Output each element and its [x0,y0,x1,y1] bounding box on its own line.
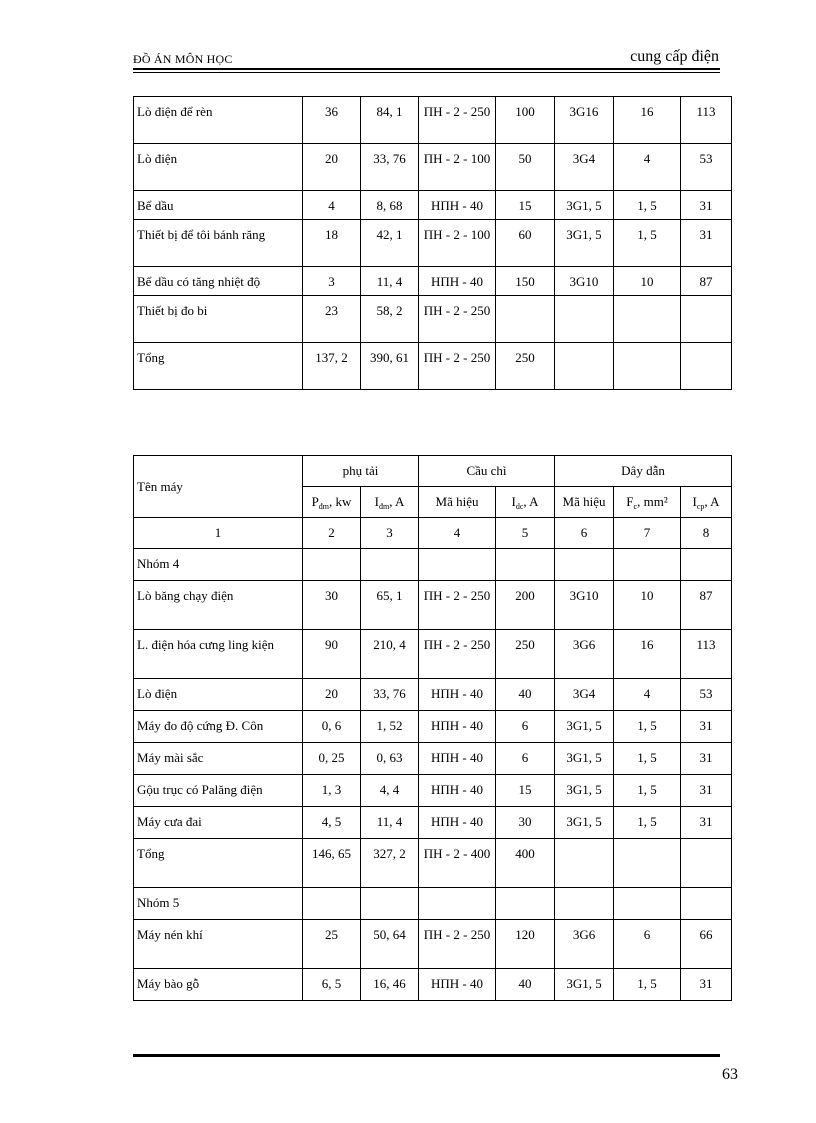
table-cell [614,839,681,888]
machine-name-cell: Lò băng chạy điện [134,581,303,630]
table-cell: ПН - 2 - 250 [419,920,496,969]
machine-name-cell: Máy nén khí [134,920,303,969]
table-cell: 113 [681,97,732,144]
table-cell: 400 [496,839,555,888]
table-cell: НПН - 40 [419,679,496,711]
table-cell: 31 [681,191,732,220]
table-cell [419,549,496,581]
table-row [134,343,732,390]
table-cell: 33, 76 [361,679,419,711]
table-cell [496,296,555,343]
table-cell [303,549,361,581]
table-cell: 1, 5 [614,191,681,220]
header-fuse: Cầu chì [419,456,555,487]
table-row [134,144,732,191]
table-cell [681,343,732,390]
table-cell: 65, 1 [361,581,419,630]
table-cell [614,343,681,390]
table-cell [555,888,614,920]
machine-name-cell: L. điện hóa cưng ling kiện [134,630,303,679]
table-cell: ПН - 2 - 100 [419,220,496,267]
page-number: 63 [722,1066,738,1083]
table-cell [681,549,732,581]
column-number-row [134,518,732,549]
table-cell: 3G1, 5 [555,743,614,775]
table-cell [555,549,614,581]
table-cell [681,888,732,920]
table-row [134,549,732,581]
table-row [134,888,732,920]
table-cell: 30 [303,581,361,630]
header-rule [133,68,720,70]
table-cell: 200 [496,581,555,630]
table-cell: НПН - 40 [419,711,496,743]
table-row [134,191,732,220]
machine-name-cell: Nhóm 4 [134,549,303,581]
table-cell [496,888,555,920]
table-cell [614,296,681,343]
table-cell: 250 [496,343,555,390]
table-cell [555,296,614,343]
table-row [134,97,732,144]
header-cross-section: $F_c$, mm² [614,487,681,518]
table-cell: 210, 4 [361,630,419,679]
table-cell [681,296,732,343]
column-number: 5 [496,518,555,549]
table-cell: 150 [496,267,555,296]
table-cell: 0, 63 [361,743,419,775]
table-cell: 23 [303,296,361,343]
table-cell: 15 [496,191,555,220]
machine-name-cell: Máy bào gỗ [134,969,303,1001]
header-allowed-current: $I_{cp}$, A [681,487,732,518]
footer-rule [133,1054,720,1057]
table-cell: 250 [496,630,555,679]
header-wire-code: Mã hiệu [555,487,614,518]
table-cell [555,343,614,390]
table-cell: 390, 61 [361,343,419,390]
table-row [134,807,732,839]
table-cell: 16, 46 [361,969,419,1001]
table-row [134,711,732,743]
table-cell: 40 [496,969,555,1001]
machine-name-cell: Bể dầu [134,191,303,220]
column-number: 2 [303,518,361,549]
table-cell: 33, 76 [361,144,419,191]
table-cell: 4 [303,191,361,220]
table-cell: 6, 5 [303,969,361,1001]
table-cell: 1, 3 [303,775,361,807]
table-row [134,679,732,711]
machine-name-cell: Lò điện [134,144,303,191]
table-cell: 1, 5 [614,220,681,267]
machine-name-cell: Lò điện để rèn [134,97,303,144]
table-cell: 3G10 [555,581,614,630]
table-cell: 20 [303,679,361,711]
header-fuse-current: $I_{dc}$, A [496,487,555,518]
table-row [134,296,732,343]
machine-name-cell: Thiết bị để tôi bánh răng [134,220,303,267]
table-cell: НПН - 40 [419,191,496,220]
table-cell: 3G4 [555,679,614,711]
table-row [134,630,732,679]
table-cell: 3G16 [555,97,614,144]
table-cell: 16 [614,97,681,144]
header-title: ĐỒ ÁN MÔN HỌC [133,52,233,66]
machine-name-cell: Lò điện [134,679,303,711]
table-cell: 84, 1 [361,97,419,144]
table-cell: 146, 65 [303,839,361,888]
table-cell: 11, 4 [361,267,419,296]
table-row [134,267,732,296]
table-cell [361,549,419,581]
table-group-3-continued [133,96,732,390]
table-cell [361,888,419,920]
machine-name-cell: Nhóm 5 [134,888,303,920]
table-cell: 100 [496,97,555,144]
table-cell: 16 [614,630,681,679]
table-cell: 11, 4 [361,807,419,839]
table-cell: 87 [681,267,732,296]
table-cell: ПН - 2 - 400 [419,839,496,888]
header-load: phụ tải [303,456,419,487]
table-cell: 3G10 [555,267,614,296]
column-number: 7 [614,518,681,549]
table-cell: ПН - 2 - 100 [419,144,496,191]
table-cell: 4 [614,679,681,711]
table-cell: 58, 2 [361,296,419,343]
table-cell: 25 [303,920,361,969]
table-cell: 137, 2 [303,343,361,390]
table-cell: НПН - 40 [419,969,496,1001]
table-cell: НПН - 40 [419,267,496,296]
table-group-4-5 [133,455,732,1001]
table-cell: 3G1, 5 [555,775,614,807]
table-cell: 113 [681,630,732,679]
header-machine-name: Tên máy [134,456,303,518]
machine-name-cell: Máy đo độ cứng Đ. Côn [134,711,303,743]
table-cell: 3G1, 5 [555,191,614,220]
table-cell: 3G4 [555,144,614,191]
header-rule-thin [133,72,720,73]
header-subject: cung cấp điện [630,48,719,65]
table-cell: 18 [303,220,361,267]
table-cell: 31 [681,775,732,807]
table-cell: НПН - 40 [419,743,496,775]
table-row [134,920,732,969]
table-cell: 6 [496,743,555,775]
column-number: 6 [555,518,614,549]
table-cell: 20 [303,144,361,191]
table-cell: 1, 5 [614,711,681,743]
table-cell: 53 [681,679,732,711]
table-cell: 10 [614,267,681,296]
table-cell: 53 [681,144,732,191]
table-cell: 8, 68 [361,191,419,220]
table-cell: ПН - 2 - 250 [419,581,496,630]
machine-name-cell: Máy mài sắc [134,743,303,775]
table-cell: 3G1, 5 [555,711,614,743]
column-number: 3 [361,518,419,549]
header-rated-current: $I_{đm}$, A [361,487,419,518]
table-cell: ПН - 2 - 250 [419,343,496,390]
table-cell: 4 [614,144,681,191]
table-cell: 66 [681,920,732,969]
table-cell: 3G1, 5 [555,220,614,267]
table-cell: 36 [303,97,361,144]
table-cell [303,888,361,920]
table-cell: 3 [303,267,361,296]
table-cell: 50 [496,144,555,191]
table-cell: 1, 5 [614,775,681,807]
table-row [134,743,732,775]
header-rated-power: $P_{đm}$, kw [303,487,361,518]
table-cell: 120 [496,920,555,969]
table-cell: 1, 5 [614,743,681,775]
table-cell: 3G6 [555,920,614,969]
table-cell [419,888,496,920]
table-cell: 1, 5 [614,807,681,839]
table-cell [496,549,555,581]
table-cell: 327, 2 [361,839,419,888]
table-cell: 3G1, 5 [555,969,614,1001]
table-cell: 3G6 [555,630,614,679]
table-cell: 31 [681,807,732,839]
table-cell: 3G1, 5 [555,807,614,839]
table-cell: ПН - 2 - 250 [419,630,496,679]
table-row [134,775,732,807]
table-cell: ПН - 2 - 250 [419,97,496,144]
machine-name-cell: Bể dầu có tăng nhiệt độ [134,267,303,296]
table-cell: 1, 5 [614,969,681,1001]
column-number: 8 [681,518,732,549]
table-cell: 15 [496,775,555,807]
header-fuse-code: Mã hiệu [419,487,496,518]
machine-name-cell: Máy cưa đai [134,807,303,839]
table-cell: 31 [681,743,732,775]
table-cell: ПН - 2 - 250 [419,296,496,343]
table-cell: 1, 52 [361,711,419,743]
table-cell: 6 [496,711,555,743]
table-row [134,969,732,1001]
table-cell: 0, 25 [303,743,361,775]
table-cell: 42, 1 [361,220,419,267]
table-cell: 4, 4 [361,775,419,807]
table-cell: 87 [681,581,732,630]
table-cell: 6 [614,920,681,969]
table-cell: НПН - 40 [419,775,496,807]
header-wire: Dây dẫn [555,456,732,487]
table-cell [614,888,681,920]
column-number: 4 [419,518,496,549]
table-cell: НПН - 40 [419,807,496,839]
table-row [134,581,732,630]
table-cell: 10 [614,581,681,630]
table-cell: 31 [681,969,732,1001]
table-cell: 90 [303,630,361,679]
machine-name-cell: Tổng [134,343,303,390]
table-cell: 4, 5 [303,807,361,839]
table-cell [555,839,614,888]
table-cell: 30 [496,807,555,839]
table-row [134,220,732,267]
table-cell [681,839,732,888]
column-number: 1 [134,518,303,549]
table-cell: 40 [496,679,555,711]
table-row [134,839,732,888]
table-cell: 31 [681,711,732,743]
machine-name-cell: Gộu trục có Palăng điện [134,775,303,807]
table-cell: 60 [496,220,555,267]
table-cell [614,549,681,581]
table-cell: 50, 64 [361,920,419,969]
machine-name-cell: Thiết bị đo bi [134,296,303,343]
table-cell: 0, 6 [303,711,361,743]
machine-name-cell: Tổng [134,839,303,888]
table-cell: 31 [681,220,732,267]
